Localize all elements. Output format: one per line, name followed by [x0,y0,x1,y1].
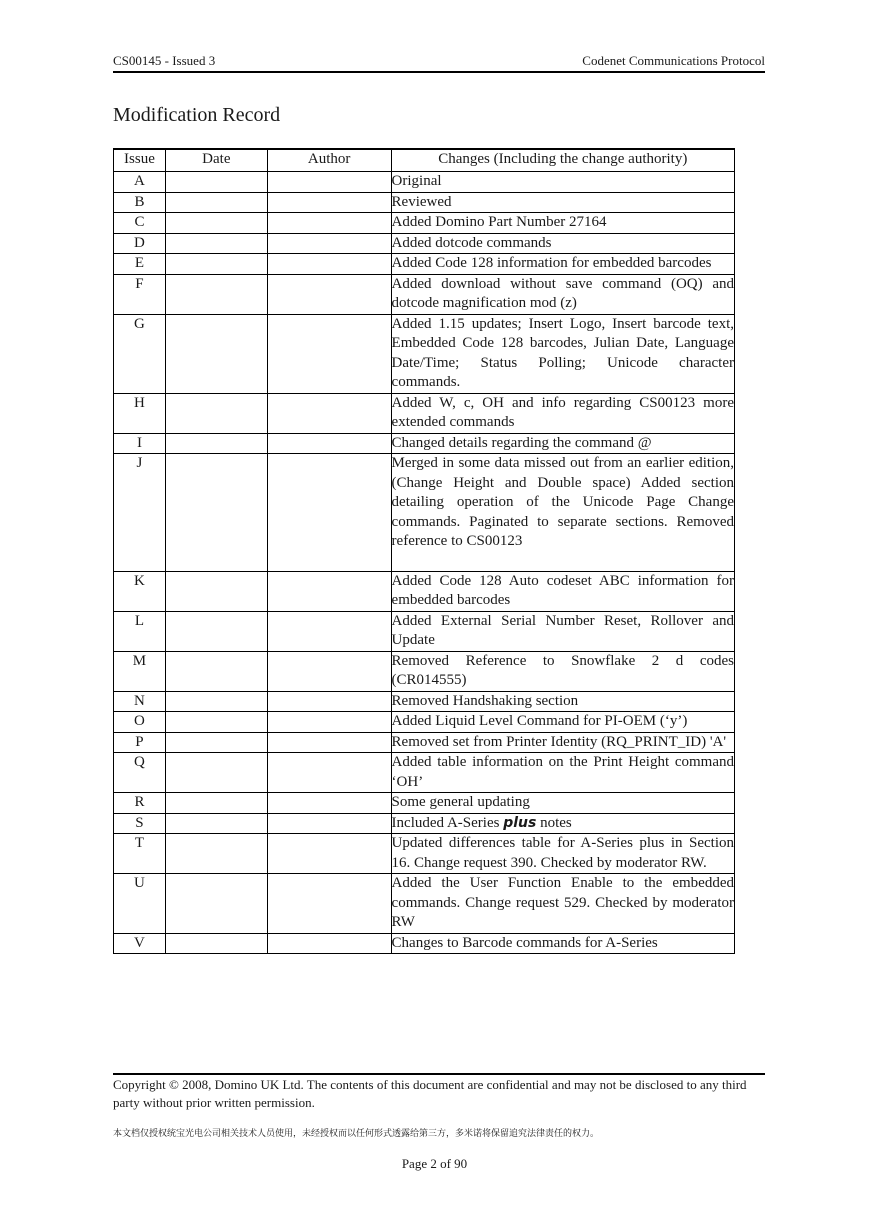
issue-cell: K [114,571,166,611]
change-cell [391,571,734,611]
change-text: Added External Serial Number Reset, Rollover and Update [391,612,734,648]
table-row [114,793,735,814]
table-header-row [114,149,735,172]
author-cell [267,834,391,874]
change-cell [391,254,734,275]
table-row [114,454,735,572]
change-text: Included A-Series [391,814,504,831]
issue-cell: P [114,732,166,753]
table-row [114,314,735,393]
change-text: Added Code 128 Auto codeset ABC information for embedded barcodes [391,572,734,608]
table-row [114,233,735,254]
change-text: Updated differences table for A-Series plus in Section 16. Change request 390. Checked by moderator RW. [391,835,734,871]
table-row [114,753,735,793]
author-cell [267,192,391,213]
issue-cell: S [114,813,166,834]
issue-cell: N [114,691,166,712]
author-cell [267,213,391,234]
change-cell [391,793,734,814]
change-text: Removed Reference to Snowflake 2 d codes (CR014555) [391,652,734,688]
blank-line [392,552,734,571]
date-cell [165,454,267,572]
footer-rule [113,1073,765,1075]
change-text: Added table information on the Print Height command ‘OH’ [391,754,734,790]
change-text: Reviewed [391,193,452,210]
table-row [114,691,735,712]
change-text: Original [391,173,442,189]
change-cell [391,933,734,954]
issue-cell: L [114,611,166,651]
date-cell [165,834,267,874]
author-cell [267,254,391,275]
author-cell [267,651,391,691]
table-row [114,933,735,954]
change-cell [391,834,734,874]
change-text: Changes to Barcode commands for A-Series [391,934,658,951]
issue-cell: I [114,433,166,454]
issue-cell: F [114,274,166,314]
author-cell [267,874,391,934]
issue-cell: T [114,834,166,874]
date-cell [165,314,267,393]
change-cell [391,393,734,433]
date-cell [165,571,267,611]
change-text: Changed details regarding the command @ [391,434,652,451]
date-cell [165,274,267,314]
change-text: Added W, c, OH and info regarding CS00123 more extended commands [391,394,734,430]
author-cell [267,691,391,712]
issue-cell: C [114,213,166,234]
table-row [114,192,735,213]
issue-cell: O [114,712,166,733]
author-cell [267,793,391,814]
date-cell [165,233,267,254]
table-body [114,172,735,954]
date-cell [165,712,267,733]
table-row [114,813,735,834]
change-text: Added 1.15 updates; Insert Logo, Insert barcode text, Embedded Code 128 barcodes, Julian Date, Language Date/Time; Status Polling; Unicode character commands. [391,315,734,390]
table-row [114,834,735,874]
change-cell [391,192,734,213]
change-cell [391,233,734,254]
table-row [114,732,735,753]
author-cell [267,571,391,611]
date-cell [165,691,267,712]
change-cell [391,454,734,572]
table-row [114,393,735,433]
change-text: Added download without save command (OQ) and dotcode magnification mod (z) [391,275,734,311]
change-cell [391,813,734,834]
author-cell [267,732,391,753]
issue-cell: D [114,233,166,254]
date-cell [165,793,267,814]
date-cell [165,611,267,651]
change-cell [391,691,734,712]
date-cell [165,732,267,753]
table-row [114,571,735,611]
author-cell [267,454,391,572]
column-header-author: Author [267,149,391,172]
issue-cell: V [114,933,166,954]
author-cell [267,433,391,454]
table-row [114,712,735,733]
date-cell [165,213,267,234]
change-cell [391,611,734,651]
author-cell [267,611,391,651]
table-row [114,254,735,275]
issue-cell: Q [114,753,166,793]
page-number: Page 2 of 90 [401,1156,468,1171]
change-cell [391,172,734,193]
change-cell [391,274,734,314]
copyright-notice: Copyright © 2008, Domino UK Ltd. The contents of this document are confidential and may not be disclosed to any third party without prior written permission. [113,1077,747,1110]
issue-cell: B [114,192,166,213]
issue-cell: J [114,454,166,572]
change-text: Added Liquid Level Command for PI-OEM (‘y’) [391,713,688,729]
change-text: Merged in some data missed out from an earlier edition, (Change Height and Double space) Added section detailing operation of the Unicode Page Change commands. Paginated to separate sections. Removed reference to CS00123 [391,455,734,549]
chinese-notice: 本文档仅授权统宝光电公司相关技术人员使用，未经授权而以任何形式透露给第三方，多米诺将保留追究法律责任的权力。 [113,1129,600,1139]
date-cell [165,874,267,934]
date-cell [165,933,267,954]
author-cell [267,753,391,793]
emphasis-text: plus [503,814,537,831]
table-row [114,651,735,691]
table-row [114,611,735,651]
change-text: Added Domino Part Number 27164 [391,214,607,230]
change-text: Some general updating [391,794,530,810]
date-cell [165,651,267,691]
modification-table [113,148,735,954]
change-text: Added dotcode commands [391,234,552,251]
author-cell [267,933,391,954]
table-row [114,433,735,454]
table-row [114,274,735,314]
date-cell [165,393,267,433]
issue-cell: G [114,314,166,393]
author-cell [267,233,391,254]
author-cell [267,393,391,433]
page-header [113,53,765,73]
change-cell [391,213,734,234]
change-text: Added Code 128 information for embedded barcodes [391,255,712,271]
date-cell [165,813,267,834]
section-title: Modification Record [113,104,281,126]
table-row [114,172,735,193]
change-cell [391,732,734,753]
issue-cell: U [114,874,166,934]
author-cell [267,712,391,733]
change-text: Added the User Function Enable to the embedded commands. Change request 529. Checked by moderator RW [391,875,734,930]
date-cell [165,192,267,213]
change-cell [391,314,734,393]
author-cell [267,314,391,393]
issue-cell: A [114,172,166,193]
column-header-date: Date [165,149,267,172]
author-cell [267,813,391,834]
change-text: Removed set from Printer Identity (RQ_PRINT_ID) 'A' [391,733,727,750]
change-cell [391,651,734,691]
author-cell [267,274,391,314]
column-header-issue: Issue [114,149,166,172]
change-cell [391,874,734,934]
column-header-changes: Changes (Including the change authority) [391,149,734,172]
change-cell [391,753,734,793]
table-row [114,874,735,934]
change-text-tail: notes [536,814,572,831]
document-id: CS00145 - Issued 3 [113,53,216,68]
document-title: Codenet Communications Protocol [582,53,765,68]
issue-cell: H [114,393,166,433]
date-cell [165,172,267,193]
table-row [114,213,735,234]
date-cell [165,254,267,275]
date-cell [165,433,267,454]
date-cell [165,753,267,793]
issue-cell: E [114,254,166,275]
author-cell [267,172,391,193]
change-cell [391,712,734,733]
change-text: Removed Handshaking section [391,692,579,709]
issue-cell: M [114,651,166,691]
issue-cell: R [114,793,166,814]
change-cell [391,433,734,454]
